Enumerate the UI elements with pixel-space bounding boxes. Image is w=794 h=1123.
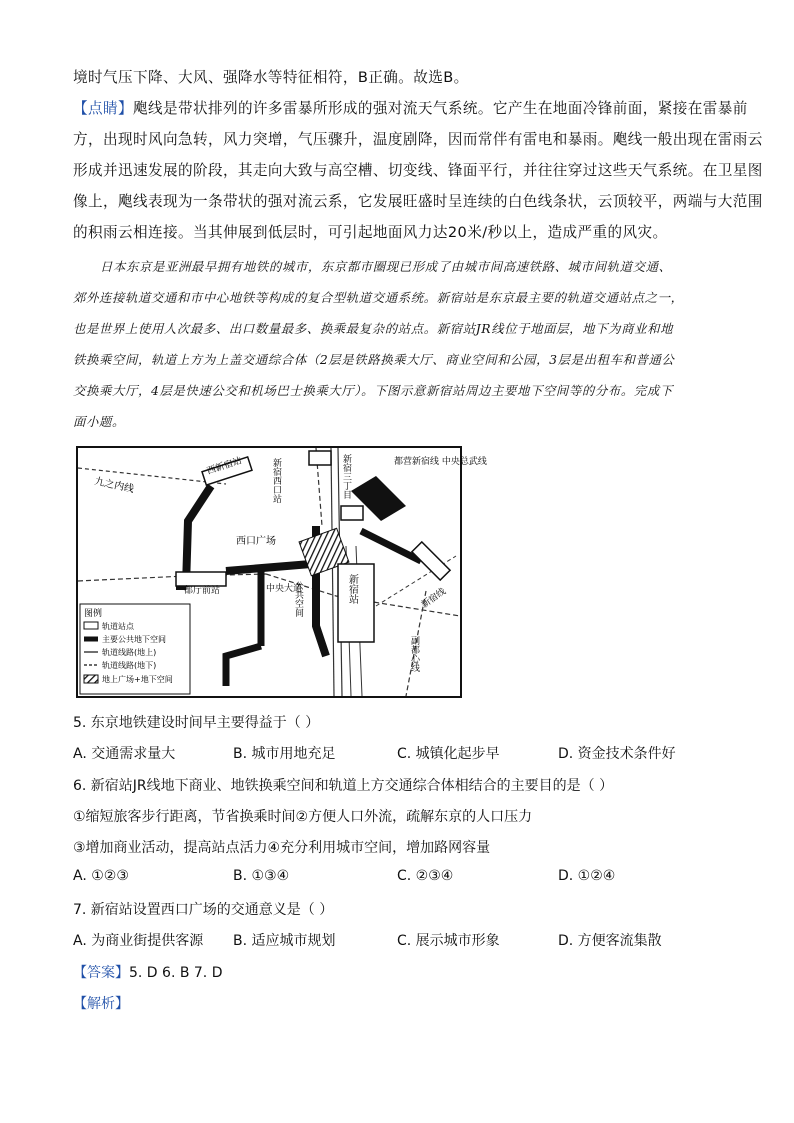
legend-title: 图例 [84,609,103,619]
text-line: 方，出现时风向急转，风力突增，气压骤升，温度剧降，因而常伴有雷电和暴雨。飑线一般出现在雷雨云 [73,131,763,148]
q7-option-d: D. 方便客流集散 [558,933,662,949]
passage-line: 铁换乘空间，轨道上方为上盖交通综合体（2层是铁路换乘大厅、商业空间和公园，3层是出租车和普通公 [73,352,675,367]
q7-option-b: B. 适应城市规划 [233,933,336,949]
map-label: 都营新宿线 中央总武线 [394,457,487,467]
legend-item: 轨道站点 [102,622,134,631]
map-label: 新宿西口站 [271,458,281,503]
q6-option-b: B. ①③④ [233,868,290,884]
question-6-statement: ①缩短旅客步行距离，节省换乘时间②方便人口外流，疏解东京的人口压力 [73,809,533,825]
q5-option-c: C. 城镇化起步早 [397,746,500,762]
legend-item: 轨道线路(地下) [102,661,157,670]
text-line: 的积雨云相连接。当其伸展到低层时，可引起地面风力达20米/秒以上，造成严重的风灾。 [73,224,668,241]
analysis-tag: 【解析】 [73,996,129,1012]
passage-line: 郊外连接轨道交通和市中心地铁等构成的复合型轨道交通系统。新宿站是东京最主要的轨道交通站点之一， [73,290,684,305]
text-line: 境时气压下降、大风、强降水等特征相符，B正确。故选B。 [73,69,469,86]
text-line: 形成并迅速发展的阶段，其走向大致与高空槽、切变线、锋面平行，并往往穿过这些天气系统。在卫星图 [73,162,763,179]
map-label: 新宿三丁目 [341,454,351,499]
legend-item: 主要公共地下空间 [102,635,166,644]
passage-line: 也是世界上使用人次最多、出口数量最多、换乘最复杂的站点。新宿站JR线位于地面层，地下为商业和地 [73,321,674,336]
passage-line: 面小题。 [73,414,125,429]
map-label: 西口广场 [236,536,276,547]
answer-line [73,962,223,982]
q6-option-d: D. ①②④ [558,868,616,884]
question-6-statement: ③增加商业活动，提高站点活力④充分利用城市空间，增加路网容量 [73,840,491,856]
answer-tag: 【答案】 [73,965,129,981]
q7-option-a: A. 为商业街提供客源 [73,933,204,949]
legend-item: 轨道线路(地上) [102,648,157,657]
dianjing-tag: 【点睛】 [73,100,133,117]
question-6: 6. 新宿站JR线地下商业、地铁换乘空间和轨道上方交通综合体相结合的主要目的是（ ） [73,778,614,794]
question-7: 7. 新宿站设置西口广场的交通意义是（ ） [73,902,334,918]
map-label: 都厅前站 [184,586,221,596]
map-label: 副都心线 [409,636,419,672]
map-label: 西新宿站 [205,456,244,477]
map-label: 新宿线 [419,586,448,611]
q5-option-a: A. 交通需求量大 [73,746,176,762]
q5-option-d: D. 资金技术条件好 [558,746,676,762]
q7-option-c: C. 展示城市形象 [397,933,500,949]
answer-values: 5. D 6. B 7. D [129,965,223,981]
map-label: 九之内线 [93,476,135,496]
text-line-content: 飑线是带状排列的许多雷暴所形成的强对流天气系统。它产生在地面冷锋前面，紧接在雷暴前 [132,100,748,117]
q6-option-a: A. ①②③ [73,868,129,884]
q6-option-c: C. ②③④ [397,868,454,884]
text-line: 像上，飑线表现为一条带状的强对流云系，它发展旺盛时呈连续的白色线条状，云顶较平，两端与大范围 [73,193,763,210]
shinjuku-map [76,446,487,698]
q5-option-b: B. 城市用地充足 [233,746,336,762]
passage-line: 日本东京是亚洲最早拥有地铁的城市，东京都市圈现已形成了由城市间高速铁路、城市间轨道交通、 [100,259,672,274]
map-label: 新宿站 [346,574,358,604]
passage-line: 交换乘大厅，4层是快速公交和机场巴士换乘大厅）。下图示意新宿站周边主要地下空间等的分布。完成下 [73,383,673,398]
legend-item: 地上广场+地下空间 [102,675,173,684]
question-5: 5. 东京地铁建设时间早主要得益于（ ） [73,715,320,731]
map-label: 公共空间 [293,581,303,617]
map-label: 中央大道 [266,584,303,594]
text-line [73,97,748,118]
